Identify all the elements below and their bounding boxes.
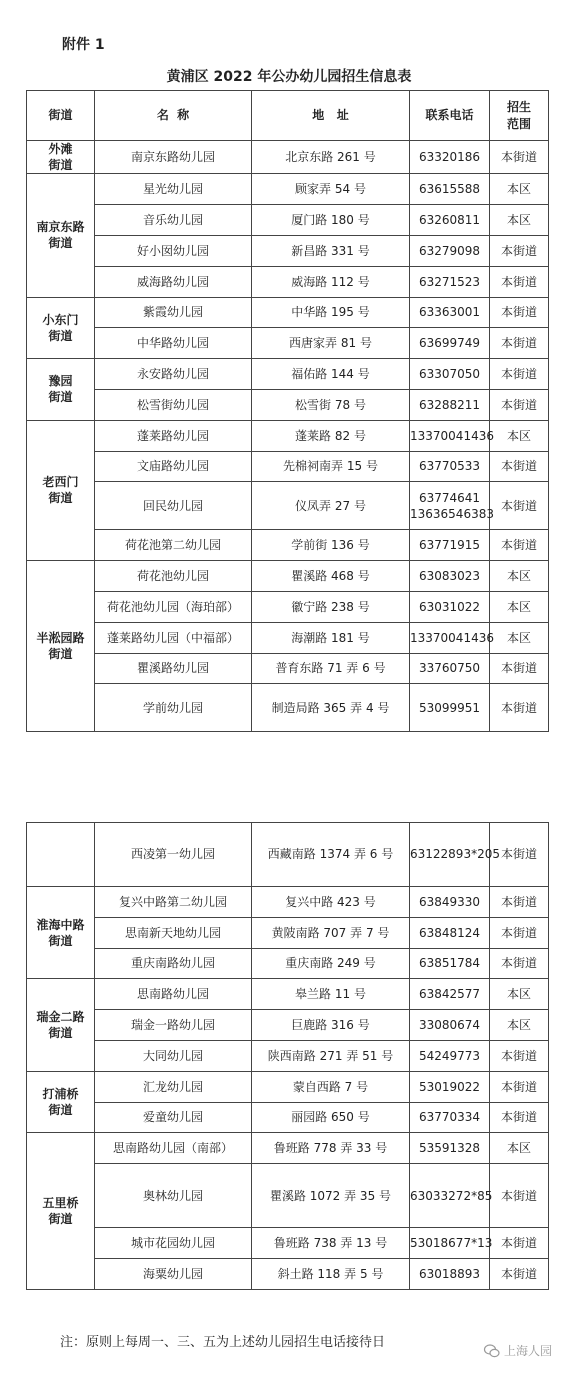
name-cell: 思南路幼儿园（南部） [95,1133,252,1164]
name-cell: 中华路幼儿园 [95,328,252,359]
table-row [27,591,549,622]
attachment-label: 附件 1 [62,37,105,53]
district-cell: 老西门 街道 [27,420,95,560]
address-cell: 中华路 195 号 [252,297,410,328]
table-row [27,1071,549,1102]
phone-cell: 13370041436 [410,420,490,451]
address-cell: 制造局路 365 弄 4 号 [252,684,410,732]
address-cell: 皋兰路 11 号 [252,979,410,1010]
table-row [27,1102,549,1133]
address-cell: 威海路 112 号 [252,266,410,297]
district-cell: 五里桥 街道 [27,1133,95,1289]
phone-cell: 53099951 [410,684,490,732]
address-cell: 福佑路 144 号 [252,359,410,390]
phone-cell: 33760750 [410,653,490,684]
district-cell: 外滩 街道 [27,141,95,174]
watermark [484,1342,552,1359]
name-cell: 复兴中路第二幼儿园 [95,887,252,918]
scope-cell: 本街道 [490,887,549,918]
header-scope: 招生 范围 [490,91,549,141]
scope-cell: 本街道 [490,1102,549,1133]
phone-cell: 63031022 [410,591,490,622]
table-row [27,1010,549,1041]
name-cell: 思南路幼儿园 [95,979,252,1010]
name-cell: 蓬莱路幼儿园（中福部） [95,622,252,653]
phone-cell: 63770533 [410,451,490,482]
district-cell: 淮海中路 街道 [27,887,95,979]
table-row [27,482,549,530]
scope-cell: 本街道 [490,482,549,530]
district-cell: 打浦桥 街道 [27,1071,95,1133]
table-row [27,451,549,482]
table-row [27,979,549,1010]
name-cell: 荷花池幼儿园 [95,561,252,592]
phone-cell: 63774641 13636546383 [410,482,490,530]
table-row [27,205,549,236]
address-cell: 鲁班路 738 弄 13 号 [252,1228,410,1259]
scope-cell: 本街道 [490,1164,549,1228]
table-row [27,1164,549,1228]
address-cell: 复兴中路 423 号 [252,887,410,918]
phone-cell: 53019022 [410,1071,490,1102]
district-cell [27,823,95,887]
phone-cell: 63288211 [410,389,490,420]
watermark-text: 上海人园 [503,1344,552,1358]
table-row [27,1133,549,1164]
address-cell: 瞿溪路 1072 弄 35 号 [252,1164,410,1228]
phone-cell: 63770334 [410,1102,490,1133]
address-cell: 鲁班路 778 弄 33 号 [252,1133,410,1164]
phone-cell: 63271523 [410,266,490,297]
scope-cell: 本街道 [490,235,549,266]
name-cell: 海粟幼儿园 [95,1258,252,1289]
header-phone: 联系电话 [410,91,490,141]
phone-cell: 63018893 [410,1258,490,1289]
scope-cell: 本街道 [490,823,549,887]
enrollment-table-1 [26,90,549,732]
scope-cell: 本区 [490,420,549,451]
district-cell: 瑞金二路 街道 [27,979,95,1071]
enrollment-table-2 [26,822,549,1290]
scope-cell: 本街道 [490,389,549,420]
address-cell: 顾家弄 54 号 [252,174,410,205]
name-cell: 奥林幼儿园 [95,1164,252,1228]
scope-cell: 本街道 [490,266,549,297]
table-row [27,1258,549,1289]
scope-cell: 本区 [490,591,549,622]
table-row [27,174,549,205]
phone-cell: 63363001 [410,297,490,328]
name-cell: 西凌第一幼儿园 [95,823,252,887]
district-cell: 半淞园路 街道 [27,561,95,732]
name-cell: 荷花池幼儿园（海珀部） [95,591,252,622]
name-cell: 星光幼儿园 [95,174,252,205]
address-cell: 西唐家弄 81 号 [252,328,410,359]
footnote: 注：原则上每周一、三、五为上述幼儿园招生电话接待日 [60,1335,386,1350]
table-row [27,235,549,266]
scope-cell: 本街道 [490,530,549,561]
address-cell: 陕西南路 271 弄 51 号 [252,1040,410,1071]
phone-cell: 33080674 [410,1010,490,1041]
name-cell: 紫霞幼儿园 [95,297,252,328]
table-row [27,389,549,420]
address-cell: 北京东路 261 号 [252,141,410,174]
table-row [27,948,549,979]
table-row [27,328,549,359]
district-cell: 小东门 街道 [27,297,95,359]
table-row [27,1228,549,1259]
name-cell: 南京东路幼儿园 [95,141,252,174]
name-cell: 重庆南路幼儿园 [95,948,252,979]
address-cell: 丽园路 650 号 [252,1102,410,1133]
scope-cell: 本街道 [490,684,549,732]
phone-cell: 13370041436 [410,622,490,653]
name-cell: 瑞金一路幼儿园 [95,1010,252,1041]
document-title: 黄浦区 2022 年公办幼儿园招生信息表 [166,69,412,85]
address-cell: 瞿溪路 468 号 [252,561,410,592]
table-row [27,887,549,918]
table-row [27,1040,549,1071]
phone-cell: 54249773 [410,1040,490,1071]
phone-cell: 63615588 [410,174,490,205]
scope-cell: 本区 [490,561,549,592]
table-header-row [27,91,549,141]
address-cell: 厦门路 180 号 [252,205,410,236]
address-cell: 巨鹿路 316 号 [252,1010,410,1041]
address-cell: 蒙自西路 7 号 [252,1071,410,1102]
phone-cell: 63279098 [410,235,490,266]
phone-cell: 63320186 [410,141,490,174]
scope-cell: 本街道 [490,1228,549,1259]
address-cell: 学前街 136 号 [252,530,410,561]
name-cell: 回民幼儿园 [95,482,252,530]
address-cell: 斜土路 118 弄 5 号 [252,1258,410,1289]
scope-cell: 本区 [490,205,549,236]
header-address: 地 址 [252,91,410,141]
scope-cell: 本街道 [490,1071,549,1102]
address-cell: 先棉祠南弄 15 号 [252,451,410,482]
name-cell: 威海路幼儿园 [95,266,252,297]
scope-cell: 本街道 [490,948,549,979]
table-row [27,141,549,174]
scope-cell: 本街道 [490,653,549,684]
scope-cell: 本区 [490,622,549,653]
name-cell: 永安路幼儿园 [95,359,252,390]
name-cell: 蓬莱路幼儿园 [95,420,252,451]
name-cell: 思南新天地幼儿园 [95,917,252,948]
table-row [27,622,549,653]
scope-cell: 本区 [490,979,549,1010]
address-cell: 西藏南路 1374 弄 6 号 [252,823,410,887]
address-cell: 松雪街 78 号 [252,389,410,420]
scope-cell: 本街道 [490,328,549,359]
table-row [27,653,549,684]
phone-cell: 53018677*13 [410,1228,490,1259]
address-cell: 仪凤弄 27 号 [252,482,410,530]
district-cell: 豫园 街道 [27,359,95,421]
address-cell: 徽宁路 238 号 [252,591,410,622]
header-name: 名 称 [95,91,252,141]
name-cell: 松雪街幼儿园 [95,389,252,420]
phone-cell: 63699749 [410,328,490,359]
table-row [27,530,549,561]
district-cell: 南京东路 街道 [27,174,95,297]
name-cell: 瞿溪路幼儿园 [95,653,252,684]
phone-cell: 63842577 [410,979,490,1010]
phone-cell: 63307050 [410,359,490,390]
wechat-icon [484,1344,500,1358]
name-cell: 音乐幼儿园 [95,205,252,236]
scope-cell: 本街道 [490,1040,549,1071]
scope-cell: 本区 [490,1010,549,1041]
address-cell: 蓬莱路 82 号 [252,420,410,451]
phone-cell: 63851784 [410,948,490,979]
scope-cell: 本街道 [490,917,549,948]
scope-cell: 本区 [490,174,549,205]
scope-cell: 本街道 [490,451,549,482]
address-cell: 重庆南路 249 号 [252,948,410,979]
name-cell: 大同幼儿园 [95,1040,252,1071]
phone-cell: 63260811 [410,205,490,236]
name-cell: 荷花池第二幼儿园 [95,530,252,561]
header-district: 街道 [27,91,95,141]
scope-cell: 本街道 [490,297,549,328]
name-cell: 文庙路幼儿园 [95,451,252,482]
phone-cell: 63849330 [410,887,490,918]
table-row [27,297,549,328]
address-cell: 黄陂南路 707 弄 7 号 [252,917,410,948]
address-cell: 普育东路 71 弄 6 号 [252,653,410,684]
scope-cell: 本街道 [490,359,549,390]
table-row [27,266,549,297]
phone-cell: 63033272*85 [410,1164,490,1228]
phone-cell: 63083023 [410,561,490,592]
phone-cell: 63848124 [410,917,490,948]
name-cell: 爱童幼儿园 [95,1102,252,1133]
table-row [27,561,549,592]
address-cell: 海潮路 181 号 [252,622,410,653]
address-cell: 新昌路 331 号 [252,235,410,266]
scope-cell: 本街道 [490,141,549,174]
phone-cell: 63771915 [410,530,490,561]
table-row [27,420,549,451]
name-cell: 好小囡幼儿园 [95,235,252,266]
table-row [27,917,549,948]
name-cell: 汇龙幼儿园 [95,1071,252,1102]
table-row [27,823,549,887]
scope-cell: 本区 [490,1133,549,1164]
name-cell: 学前幼儿园 [95,684,252,732]
phone-cell: 53591328 [410,1133,490,1164]
phone-cell: 63122893*205 [410,823,490,887]
scope-cell: 本街道 [490,1258,549,1289]
table-row [27,359,549,390]
table-row [27,684,549,732]
name-cell: 城市花园幼儿园 [95,1228,252,1259]
